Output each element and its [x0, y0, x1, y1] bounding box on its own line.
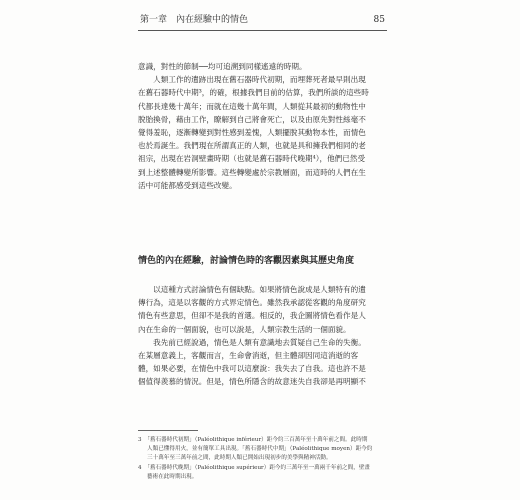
text-line: 在某層意義上，客觀而言，生命會消逝，但主體卻因同這消逝的客	[138, 351, 359, 361]
text-line: 傳行為，這是以客觀的方式界定情色。雖然我承認從客觀的角度研究	[138, 298, 366, 308]
text-line: 活中可能都感受到這些改變。	[138, 180, 237, 190]
footnote-line: 人類已懂得用火，並有簡單工具出現。「舊石器時代中期」（Paléolithique moyen）距今約	[147, 446, 373, 453]
text-line: 在舊石器時代中期³，的確，根據我們目前的估算，我們所談的這些時	[138, 88, 369, 98]
chapter-title: 第一章 內在經驗中的情色	[140, 15, 249, 25]
page-number: 85	[373, 15, 385, 25]
footnote-text: 「舊石器時代初期」（Paléolithique inférieur）距今約三百萬年至十萬年前之間。此時期	[147, 437, 368, 443]
running-header	[138, 10, 387, 31]
text-line: 祖宗，出現在岩洞壁畫時期（也就是舊石器時代晚期⁴），他們已然受	[138, 154, 366, 164]
text-line: 代都長達幾十萬年；而就在這幾十萬年間，人類從其最初的動物性中	[138, 101, 366, 111]
text-line: 也於焉誕生。我們現在所謂真正的人類，也就是具和擁我們相同的老	[138, 141, 366, 151]
footnote-line	[138, 436, 390, 445]
text-line: 以這種方式討論情色有個缺點。如果將情色說成是人類特有的遺	[138, 285, 366, 294]
text-line: 覺得羞恥，逐漸轉變到對性感到羞愧，人類擺脫其動物本性，而情色	[138, 128, 366, 138]
footnote-divider	[138, 430, 198, 431]
footnote-marker: 3	[138, 437, 142, 443]
text-line: 意識，對性的節制──均可追溯到同樣遙遠的時期。	[138, 62, 307, 71]
text-line: 情色有些意思，但卻不是我的首選。相反的，我企圖將情色看作是人	[138, 311, 366, 321]
text-line: 脫胎換骨，藉由工作，瞭解到自己將會死亡，以及由原先對性絲毫不	[138, 114, 366, 124]
text-line: 內在生命的一個面貌，也可以說是，人類宗教生活的一個面貌。	[138, 324, 351, 334]
footnote-text: 「舊石器時代晚期」（Paléolithique supérieur）距今約三萬年至一萬兩千年前之間，壁畫	[147, 464, 371, 471]
text-line: 體，如果必要，在情色中我可以這麼說：我失去了自我。這也許不是	[138, 364, 366, 374]
footnote-line: 三十萬年至三萬年前之間，此時期人類已開始出現初步的美學與精神活動。	[147, 455, 332, 462]
text-line: 人類工作的遺跡出現在舊石器時代初期，而埋葬死者最早則出現	[138, 75, 366, 85]
text-line: 個值得羨慕的情況。但是，情色所隱含的故意迷失自我卻是再明顯不	[138, 377, 366, 387]
footnotes	[138, 436, 390, 482]
section-text	[138, 283, 388, 389]
footnote-marker: 4	[138, 464, 142, 471]
footnote-line: 藝術在此時期出現。	[147, 473, 198, 480]
footnote-line	[138, 464, 390, 473]
main-text	[138, 60, 388, 192]
text-line: 我先前已經說過，情色是人類有意識地去質疑自己生命的失衡。	[138, 337, 366, 347]
section-heading: 情色的內在經驗，討論情色時的客觀因素與其歷史角度	[138, 256, 355, 266]
text-line: 到上述整體轉變所影響。這些轉變處於宗教層面，而這時的人們在生	[138, 167, 366, 177]
